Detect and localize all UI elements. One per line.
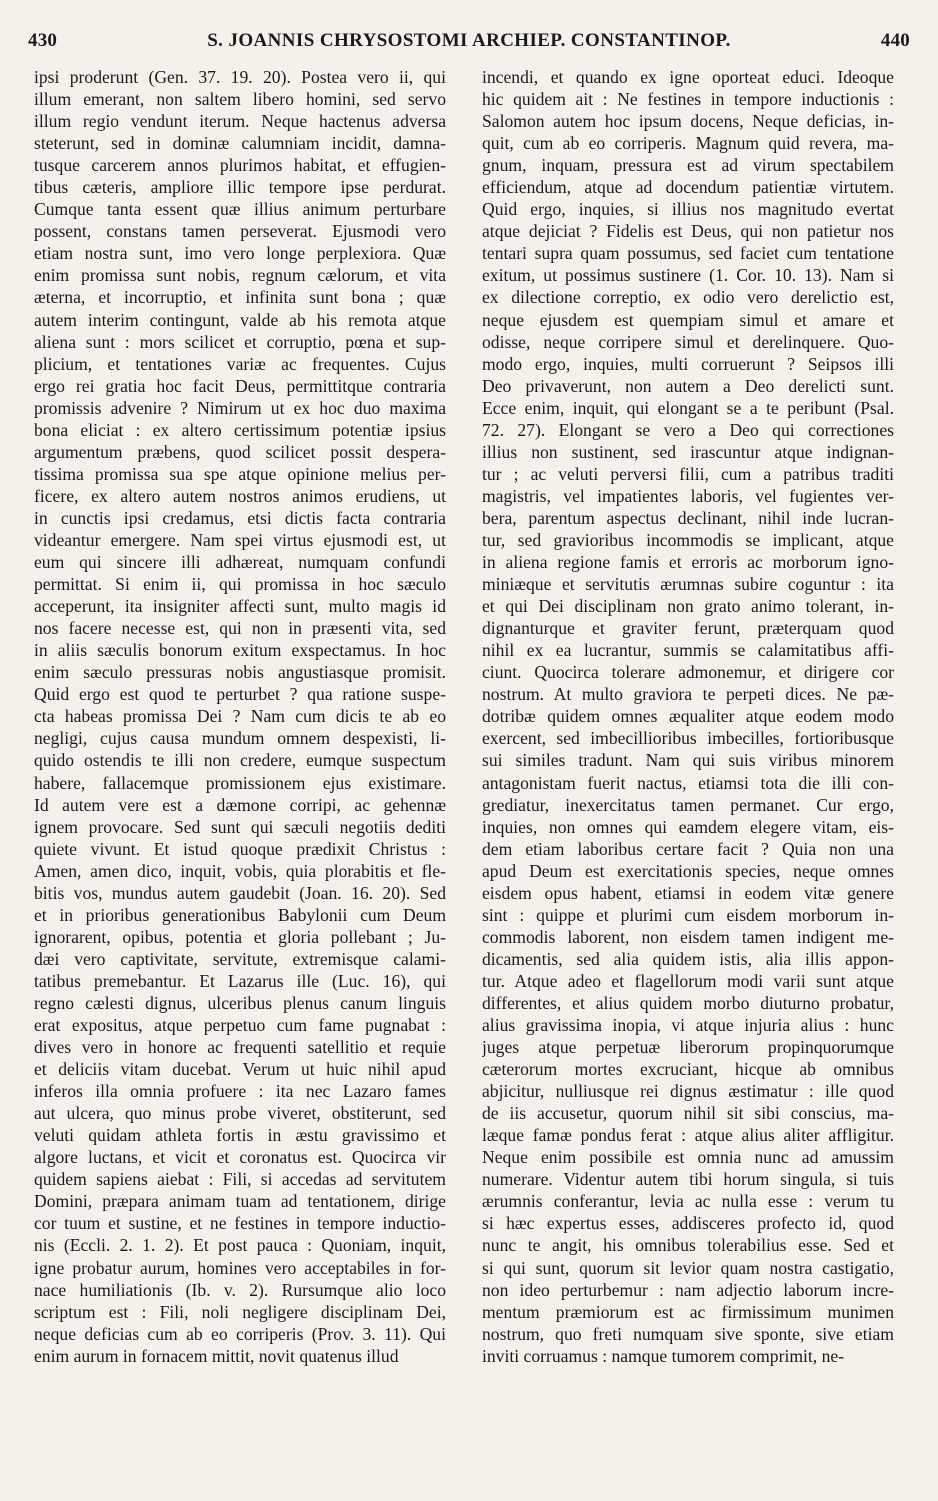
- text-line: Deo privaverunt, non autem a Deo derelicti sunt.: [482, 375, 894, 396]
- text-line: Neque enim possibile est omnia nunc ad amussim: [482, 1147, 894, 1168]
- text-line: aliena sunt : mors scilicet et corruptio, pœna et sup-: [34, 331, 446, 352]
- text-line: nis (Eccli. 2. 1. 2). Et post pauca : Quoniam, inquit,: [34, 1235, 446, 1256]
- text-line: sui similes tradunt. Nam qui suis viribus minorem: [482, 750, 894, 771]
- text-line: dæi vero captivitate, servitute, extremisque calami-: [34, 948, 446, 969]
- text-line: si qui sunt, quorum sit levior quam nostra castigatio,: [482, 1257, 894, 1278]
- text-line: tur. Atque adeo et flagellorum modi varii sunt atque: [482, 970, 894, 991]
- text-line: exitum, ut possimus sustinere (1. Cor. 10. 13). Nam si: [482, 265, 894, 286]
- text-line: in aliena regione famis et erroris ac morborum igno-: [482, 552, 894, 573]
- text-line: ignorarent, opibus, potentia et gloria pollebant ; Ju-: [34, 926, 446, 947]
- text-line: 72. 27). Elongant se vero a Deo qui correctiones: [482, 419, 894, 440]
- text-line: æterna, et incorruptio, et infinita sunt bona ; quæ: [34, 287, 446, 308]
- text-line: cta habeas promissa Dei ? Nam cum dicis te ab eo: [34, 706, 446, 727]
- text-line: dignanturque et graviter ferunt, præterquam quod: [482, 618, 894, 639]
- text-line: Ecce enim, inquit, qui elongant se a te peribunt (Psal.: [482, 397, 894, 418]
- text-line: bona eliciat : ex altero certissimum potentiæ ipsius: [34, 419, 446, 440]
- right-text-column: [482, 66, 894, 1367]
- text-line: Quid ergo, inquies, si illius nos magnitudo evertat: [482, 199, 894, 220]
- text-line: grediatur, inexercitatus tamen permanet. Cur ergo,: [482, 794, 894, 815]
- page-number-right: 440: [880, 30, 910, 51]
- text-line: steterunt, sed in dominæ calumniam incidit, damna-: [34, 133, 446, 154]
- text-line: argumentum præbens, quod scilicet possit despera-: [34, 441, 446, 462]
- text-line: tur ; ac veluti perversi filii, cum a patribus traditi: [482, 463, 894, 484]
- text-line: et qui Dei disciplinam non grato animo tolerant, in-: [482, 596, 894, 617]
- text-line: eisdem opus habent, etiamsi in eodem vitæ genere: [482, 882, 894, 903]
- text-line: dives vero in honore ac frequenti satellitio et requie: [34, 1037, 446, 1058]
- text-line: nostrum, quo freti numquam sive sponte, sive etiam: [482, 1323, 894, 1344]
- text-line: magistris, vel impatientes laboris, vel fugientes ver-: [482, 485, 894, 506]
- text-line: regno cælesti dignus, ulceribus plenus canum linguis: [34, 992, 446, 1013]
- text-line: alius gravissima inopia, vi atque injuria alius : hunc: [482, 1015, 894, 1036]
- text-line: exercent, sed imbecillioribus imbecilles, fortioribusque: [482, 728, 894, 749]
- text-line: Amen, amen dico, inquit, vobis, quia plorabitis et fle-: [34, 860, 446, 881]
- page-number-left: 430: [28, 30, 58, 51]
- text-line: ignem provocare. Sed sunt qui sæculi negotiis dediti: [34, 816, 446, 837]
- text-line: etiam nostra sunt, imo vero longe perplexiora. Quæ: [34, 243, 446, 264]
- text-line: illum regio vendunt iterum. Neque hactenus adversa: [34, 111, 446, 132]
- text-line: eum qui sincere illi adhæreat, numquam confundi: [34, 552, 446, 573]
- text-line: odisse, neque corripere simul et derelinquere. Quo-: [482, 331, 894, 352]
- text-line: algore luctans, et vicit et coronatus est. Quocirca vir: [34, 1147, 446, 1168]
- text-line: erat expositus, atque perpetuo cum fame pugnabat :: [34, 1015, 446, 1036]
- text-line: nihil ex ea lucrantur, summis se calamitatibus affi-: [482, 640, 894, 661]
- text-line: neque ejusdem est quempiam simul et amare et: [482, 309, 894, 330]
- text-line: permittat. Si enim ii, qui promissa in hoc sæculo: [34, 574, 446, 595]
- text-line: juges atque perpetuæ liberorum propinquorumque: [482, 1037, 894, 1058]
- text-line: promissis advenire ? Nimirum ut ex hoc duo maxima: [34, 397, 446, 418]
- text-line: enim promissa sunt nobis, regnum cælorum, et vita: [34, 265, 446, 286]
- text-line: Salomon autem hoc ipsum docens, Neque deficias, in-: [482, 111, 894, 132]
- text-line: possent, constans tamen perseverat. Ejusmodi vero: [34, 221, 446, 242]
- text-line: si hæc expertus esses, addisceres profecto id, quod: [482, 1213, 894, 1234]
- text-line: negligi, cujus causa mundum omnem despexisti, li-: [34, 728, 446, 749]
- text-line: cæterorum mortes excruciant, hicque ab omnibus: [482, 1059, 894, 1080]
- text-line: Cumque tanta essent quæ illius animum perturbare: [34, 199, 446, 220]
- text-line: videantur emergere. Nam spei virtus ejusmodi est, ut: [34, 529, 446, 550]
- text-line: numerare. Videntur autem tibi horum singula, si tuis: [482, 1169, 894, 1190]
- text-line: tentari supra quam possumus, sed faciet cum tentatione: [482, 243, 894, 264]
- text-line: ex dilectione correptio, ex odio vero derelictio est,: [482, 287, 894, 308]
- text-line: in cunctis ipsi credamus, etsi dictis facta contraria: [34, 507, 446, 528]
- text-line: bera, parentum aspectus declinant, nihil inde lucran-: [482, 507, 894, 528]
- text-line: neque deficias cum ab eo corriperis (Prov. 3. 11). Qui: [34, 1323, 446, 1344]
- text-line: atque dejiciat ? Fidelis est Deus, qui non patietur nos: [482, 221, 894, 242]
- text-line: ficere, ex altero autem nostros animos erudiens, ut: [34, 485, 446, 506]
- text-line: enim sæculo pressuras nobis angustiasque promisit.: [34, 662, 446, 683]
- text-line: bitis vos, mundus autem gaudebit (Joan. 16. 20). Sed: [34, 882, 446, 903]
- text-line: autem interim contingunt, valde ab his remota atque: [34, 309, 446, 330]
- text-line: et in prioribus generationibus Babylonii cum Deum: [34, 904, 446, 925]
- text-line: miniæque et servitutis ærumnas subire coguntur : ita: [482, 574, 894, 595]
- text-line: quit, cum ab eo corriperis. Magnum quid revera, ma-: [482, 133, 894, 154]
- text-line: nos facere necesse est, qui non in præsenti vita, sed: [34, 618, 446, 639]
- text-line: enim aurum in fornacem mittit, novit quatenus illud: [34, 1345, 399, 1366]
- text-line: commodis laborent, non eisdem tamen indigent me-: [482, 926, 894, 947]
- text-line: quido ostendis te illi non credere, eumque suspectum: [34, 750, 446, 771]
- text-line: ipsi proderunt (Gen. 37. 19. 20). Postea vero ii, qui: [34, 67, 446, 87]
- text-line: dicamentis, sed alia quidem istis, alia illis appon-: [482, 948, 894, 969]
- text-line: gnum, inquam, pressura est ad virum spectabilem: [482, 155, 894, 176]
- text-line: nace humiliationis (Ib. v. 2). Rursumque alio loco: [34, 1279, 446, 1300]
- text-line: nunc te angit, his omnibus tolerabilius esse. Sed et: [482, 1235, 894, 1256]
- text-line: antagonistam fuerit nactus, etiamsi tota die illi con-: [482, 772, 894, 793]
- text-line: plicium, et tentationes variæ ac frequentes. Cujus: [34, 353, 446, 374]
- text-line: ciunt. Quocirca tolerare admonemur, et dirigere cor: [482, 662, 894, 683]
- text-line: efficiendum, atque ad docendum patientiæ virtutem.: [482, 177, 894, 198]
- left-text-column: [34, 66, 446, 1367]
- text-line: ergo rei gratia hoc facit Deus, permittitque contraria: [34, 375, 446, 396]
- text-line: igne probatur aurum, homines vero acceptabiles in for-: [34, 1257, 446, 1278]
- text-line: mentum præmiorum est ac firmissimum munimen: [482, 1301, 894, 1322]
- text-line: quidem sapiens aiebat : Fili, si accedas ad servitutem: [34, 1169, 446, 1190]
- text-line: tissima promissa sua spe atque opinione melius per-: [34, 463, 446, 484]
- text-line: inviti corruamus : namque tumorem comprimit, ne-: [482, 1345, 845, 1366]
- text-line: scriptum est : Fili, noli negligere disciplinam Dei,: [34, 1301, 446, 1322]
- text-line: aut ulcera, quo minus probe viveret, obstiterunt, sed: [34, 1103, 446, 1124]
- text-line: tusque carcerem annos plurimos habitat, et effugien-: [34, 155, 446, 176]
- text-line: differentes, et alius quidem morbo diuturno probatur,: [482, 992, 894, 1013]
- text-line: incendi, et quando ex igne oporteat educi. Ideoque: [482, 67, 894, 87]
- running-title: S. JOANNIS CHRYSOSTOMI ARCHIEP. CONSTANTINOP.: [207, 30, 731, 51]
- text-line: in aliis sæculis bonorum exitum exspectamus. In hoc: [34, 640, 446, 661]
- text-line: illius non sustinent, sed irascuntur atque indignan-: [482, 441, 894, 462]
- text-line: ærumnis conferantur, levia ac nulla esse : verum tu: [482, 1191, 894, 1212]
- text-line: acceperunt, ita insigniter affecti sunt, multo magis id: [34, 596, 446, 617]
- text-line: abjicitur, nulliusque rei dignus æstimatur : ille quod: [482, 1081, 894, 1102]
- text-line: modo ergo, inquies, multi corruerunt ? Seipsos illi: [482, 353, 894, 374]
- running-header: [28, 30, 910, 60]
- text-line: hic quidem ait : Ne festines in tempore inductionis :: [482, 89, 894, 110]
- text-line: tur, sed gravioribus incommodis se implicant, atque: [482, 529, 894, 550]
- text-line: tatibus premebantur. Et Lazarus ille (Luc. 16), qui: [34, 970, 446, 991]
- text-line: Id autem vere est a dæmone corripi, ac gehennæ: [34, 794, 446, 815]
- text-line: sint : quippe et plurimi cum eisdem morborum in-: [482, 904, 894, 925]
- text-line: non ideo perturbemur : nam adjectio laborum incre-: [482, 1279, 894, 1300]
- text-line: veluti quidam athleta fortis in æstu gravissimo et: [34, 1125, 446, 1146]
- text-line: cor tuum et sustine, et ne festines in tempore inductio-: [34, 1213, 446, 1234]
- text-line: Quid ergo est quod te perturbet ? qua ratione suspe-: [34, 684, 446, 705]
- text-line: Domini, præpara animam tuam ad tentationem, dirige: [34, 1191, 446, 1212]
- text-line: quiete vivunt. Et istud quoque prædixit Christus :: [34, 838, 446, 859]
- text-line: apud Deum est exercitationis species, neque omnes: [482, 860, 894, 881]
- text-line: inquies, non omnes qui eamdem elegere vitam, eis-: [482, 816, 894, 837]
- text-line: habere, fallacemque promissionem ejus existimare.: [34, 772, 446, 793]
- text-line: inferos illa omnia profuere : ita nec Lazaro fames: [34, 1081, 446, 1102]
- text-line: læque famæ pondus ferat : atque alius aliter affligitur.: [482, 1125, 894, 1146]
- text-line: dem etiam laboribus certare facit ? Quia non una: [482, 838, 894, 859]
- text-line: tibus cæteris, ampliore illic tempore ipse perdurat.: [34, 177, 446, 198]
- text-line: dotribæ quidem omnes æqualiter atque eodem modo: [482, 706, 894, 727]
- text-line: de iis accusetur, quorum nihil sit sibi conscius, ma-: [482, 1103, 894, 1124]
- text-line: et deliciis vitam ducebat. Verum ut huic nihil apud: [34, 1059, 446, 1080]
- text-line: illum emerant, non saltem libero homini, sed servo: [34, 89, 446, 110]
- text-line: nostrum. At multo graviora te perpeti dices. Ne pæ-: [482, 684, 894, 705]
